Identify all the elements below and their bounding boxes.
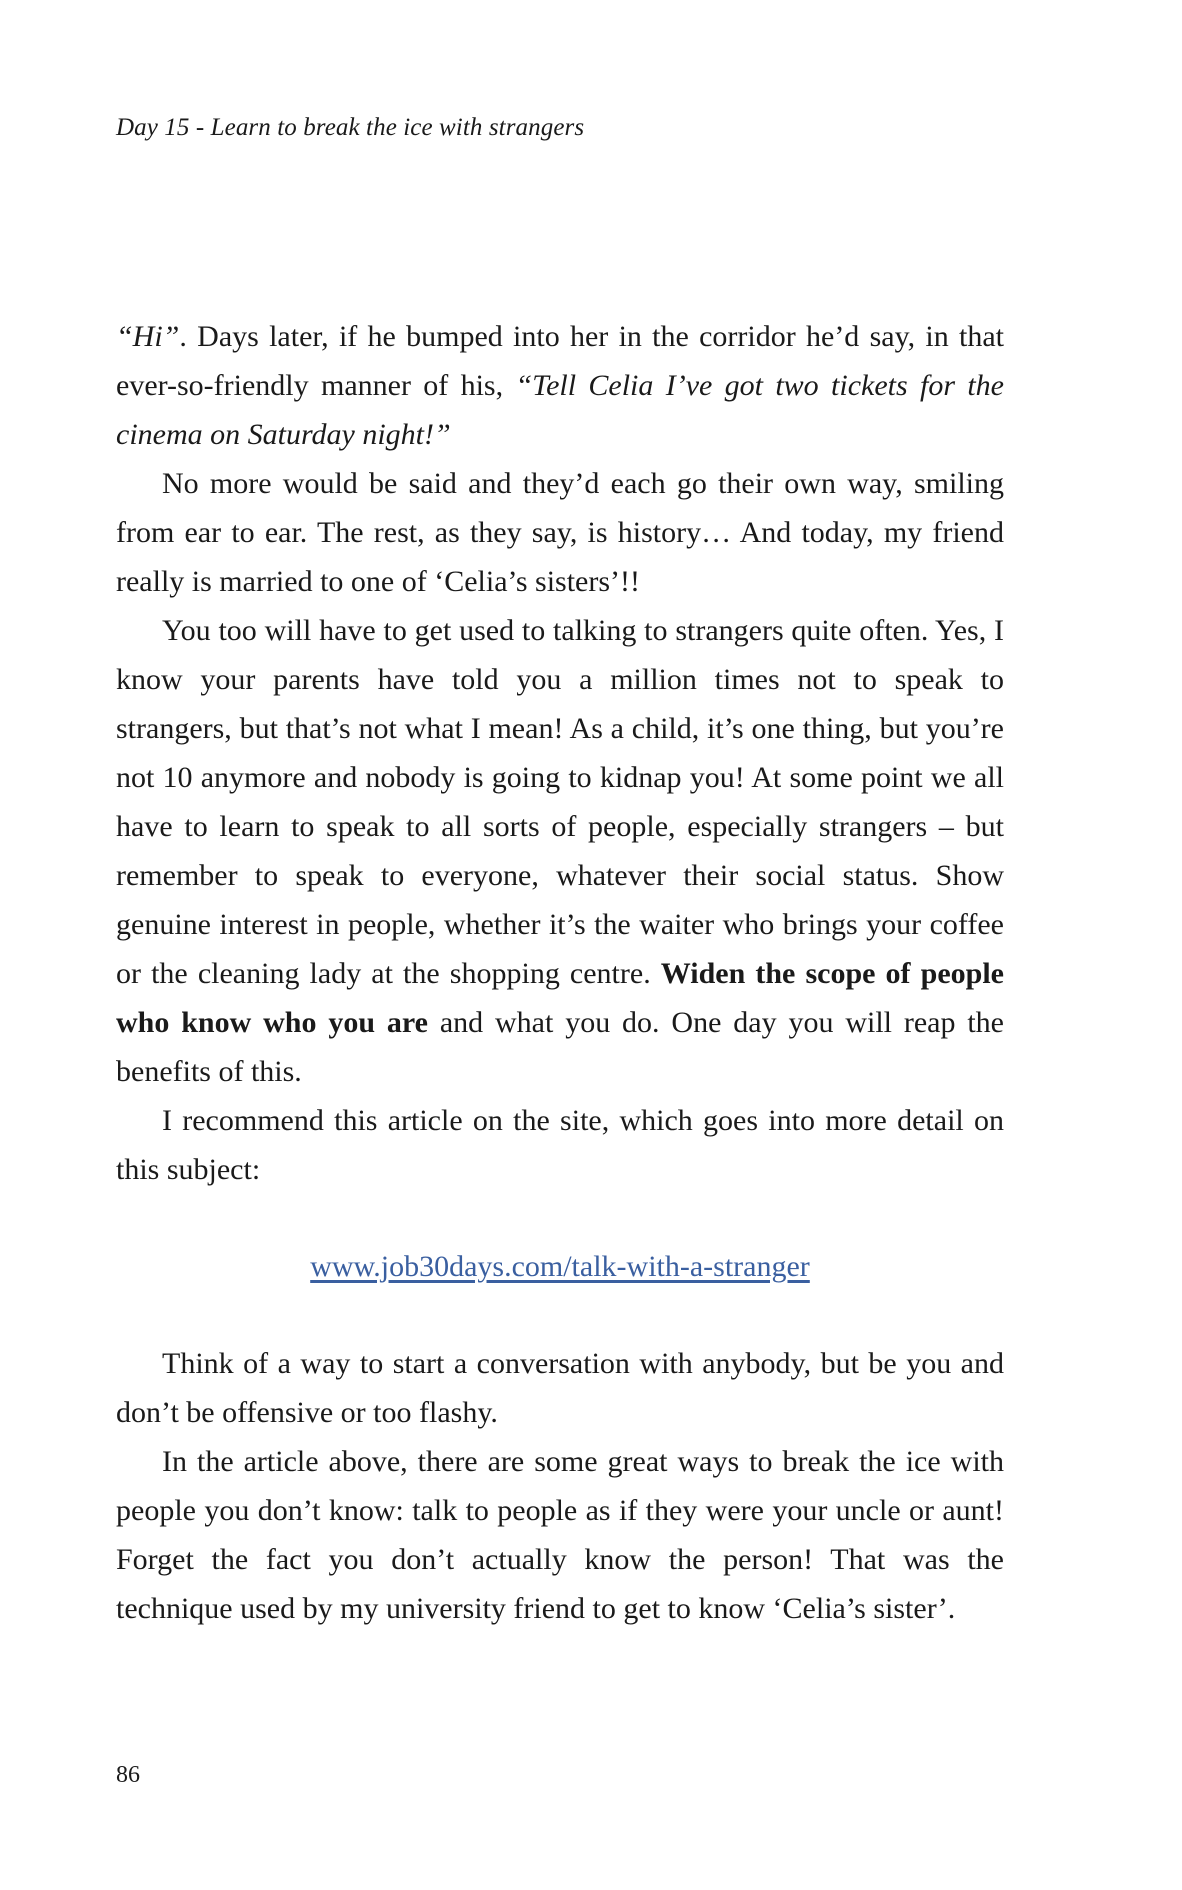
article-link[interactable]: www.job30days.com/talk-with-a-stranger [310, 1250, 810, 1283]
paragraph-3-bold: Widen the scope of people who know who you are [116, 957, 1004, 1039]
paragraph-4: I recommend this article on the site, which goes into more detail on this subject: [116, 1104, 1004, 1186]
page-number: 86 [116, 1762, 140, 1788]
paragraph-1-quote-tickets: “Tell Celia I’ve got two tickets for the cinema on Saturday night!” [116, 369, 1004, 451]
body-text [116, 312, 1004, 1633]
article-link-line [116, 1242, 1004, 1291]
paragraph-1 [116, 312, 1004, 459]
paragraph-6: In the article above, there are some great ways to break the ice with people you don’t know: talk to people as if they were your uncle or aunt! Forget the fact you don’t actually know the person! That was the technique used by my university friend to get to know ‘Celia’s sister’. [116, 1445, 1004, 1625]
paragraph-2: No more would be said and they’d each go their own way, smiling from ear to ear. The rest, as they say, is history… And today, my friend really is married to one of ‘Celia’s sisters’!! [116, 467, 1004, 598]
paragraph-5: Think of a way to start a conversation with anybody, but be you and don’t be offensive or too flashy. [116, 1347, 1004, 1429]
paragraph-1-text: . Days later, if he bumped into her in the corridor he’d say, in that ever-so-friendly manner of his, [116, 320, 1004, 402]
running-head: Day 15 - Learn to break the ice with strangers [116, 114, 585, 141]
paragraph-3-text-b: and what you do. One day you will reap the benefits of this. [116, 1006, 1004, 1088]
paragraph-3-text-a: You too will have to get used to talking to strangers quite often. Yes, I know your parents have told you a million times not to speak to strangers, but that’s not what I mean! As a child, it’s one thing, but you’re not 10 anymore and nobody is going to kidnap you! At some point we all have to learn to speak to all sorts of people, especially strangers – but remember to speak to everyone, whatever their social status. Show genuine interest in people, whether it’s the waiter who brings your coffee or the cleaning lady at the shopping centre. [116, 614, 1004, 990]
paragraph-1-quote-hi: “Hi” [116, 320, 180, 353]
paragraph-3 [116, 606, 1004, 1096]
